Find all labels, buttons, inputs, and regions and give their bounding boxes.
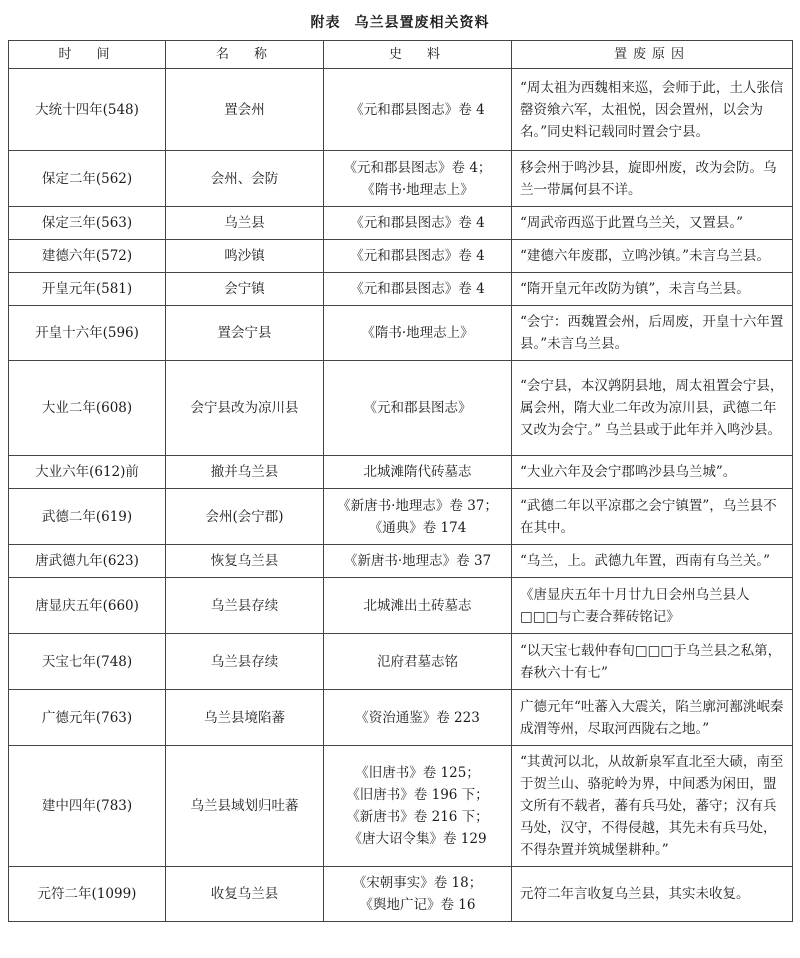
cell-source: [324, 578, 512, 634]
table-row: [9, 746, 793, 867]
cell-source: [324, 867, 512, 922]
source-line: 《通典》卷 174: [368, 519, 467, 536]
source-line: 《新唐书》卷 216 下；: [346, 809, 489, 825]
cell-time: 开皇十六年(596): [9, 306, 166, 361]
cell-source: [324, 489, 512, 545]
cell-reason: “周太祖为西魏相来巡，会师于此，土人张信罄资飨六军，太祖悦，因会置州，以会为名。”同史料记载同时置会宁县。: [512, 69, 793, 151]
cell-reason: “以天宝七载仲春旬□□□于乌兰县之私第，春秋六十有七”: [512, 634, 793, 690]
cell-source: [324, 746, 512, 867]
header-source: 史 料: [324, 41, 512, 69]
data-table: [8, 40, 793, 922]
cell-name: 会宁镇: [166, 273, 324, 306]
cell-reason: “周武帝西巡于此置乌兰关，又置县。”: [512, 207, 793, 240]
cell-reason: “建德六年废郡，立鸣沙镇。”未言乌兰县。: [512, 240, 793, 273]
cell-reason: “武德二年以平凉郡之会宁镇置”，乌兰县不在其中。: [512, 489, 793, 545]
cell-reason: “乌兰，上。武德九年置，西南有乌兰关。”: [512, 545, 793, 578]
source-line: 《宋朝事实》卷 18；: [352, 875, 483, 891]
cell-name: 会州(会宁郡): [166, 489, 324, 545]
table-row: [9, 151, 793, 207]
cell-name: 会宁县改为凉川县: [166, 361, 324, 456]
table-row: [9, 207, 793, 240]
source-line: 《新唐书·地理志》卷 37: [343, 553, 492, 569]
source-line: 北城滩出土砖墓志: [363, 597, 472, 614]
cell-time: 唐武德九年(623): [9, 545, 166, 578]
cell-source: [324, 151, 512, 207]
cell-name: 乌兰县: [166, 207, 324, 240]
cell-source: [324, 69, 512, 151]
cell-name: 收复乌兰县: [166, 867, 324, 922]
cell-reason: 广德元年“吐蕃入大震关，陷兰廓河鄯洮岷秦成渭等州，尽取河西陇右之地。”: [512, 690, 793, 746]
cell-name: 乌兰县存续: [166, 634, 324, 690]
table-row: [9, 240, 793, 273]
cell-reason: 元符二年言收复乌兰县，其实未收复。: [512, 867, 793, 922]
source-line: 《元和郡县图志》: [363, 400, 472, 416]
cell-time: 建中四年(783): [9, 746, 166, 867]
cell-source: [324, 690, 512, 746]
cell-time: 大统十四年(548): [9, 69, 166, 151]
table-label: 附表: [310, 15, 341, 31]
source-line: 《资治通鉴》卷 223: [355, 709, 480, 726]
cell-reason: “其黄河以北，从故新泉军直北至大碛，南至于贺兰山、骆驼岭为界，中间悉为闲田，盟文所有不载者，蕃有兵马处，蕃守；汉有兵马处，汉守，不得侵越，其先未有兵马处，不得杂置并筑城堡耕种。”: [512, 746, 793, 867]
source-line: 《元和郡县图志》卷 4；: [343, 159, 492, 176]
cell-source: [324, 240, 512, 273]
table-row: [9, 69, 793, 151]
cell-time: 保定二年(562): [9, 151, 166, 207]
source-line: 氾府君墓志铭: [377, 653, 458, 670]
cell-time: 广德元年(763): [9, 690, 166, 746]
table-row: [9, 361, 793, 456]
cell-reason: “会宁：西魏置会州，后周废，开皇十六年置县。”未言乌兰县。: [512, 306, 793, 361]
cell-name: 乌兰县存续: [166, 578, 324, 634]
source-line: 《隋书·地理志上》: [361, 181, 474, 198]
table-row: [9, 456, 793, 489]
source-line: 《唐大诏令集》卷 129: [348, 831, 487, 847]
cell-source: [324, 545, 512, 578]
source-line: 《元和郡县图志》卷 4: [350, 281, 485, 297]
source-line: 《元和郡县图志》卷 4: [350, 248, 485, 264]
cell-name: 乌兰县境陷蕃: [166, 690, 324, 746]
header-name: 名 称: [166, 41, 324, 69]
cell-time: 武德二年(619): [9, 489, 166, 545]
cell-time: 元符二年(1099): [9, 867, 166, 922]
cell-name: 鸣沙镇: [166, 240, 324, 273]
table-row: [9, 489, 793, 545]
source-line: 《新唐书·地理志》卷 37；: [337, 497, 498, 514]
cell-name: 会州、会防: [166, 151, 324, 207]
cell-time: 天宝七年(748): [9, 634, 166, 690]
cell-source: [324, 273, 512, 306]
cell-time: 建德六年(572): [9, 240, 166, 273]
header-reason: 置废原因: [512, 41, 793, 69]
source-line: 《舆地广记》卷 16: [359, 897, 476, 913]
cell-source: [324, 634, 512, 690]
table-title: 乌兰县置废相关资料: [354, 15, 490, 31]
cell-name: 恢复乌兰县: [166, 545, 324, 578]
cell-source: [324, 306, 512, 361]
cell-time: 大业六年(612)前: [9, 456, 166, 489]
header-time: 时 间: [9, 41, 166, 69]
cell-name: 撤并乌兰县: [166, 456, 324, 489]
cell-time: 开皇元年(581): [9, 273, 166, 306]
source-line: 《元和郡县图志》卷 4: [350, 101, 485, 118]
table-row: [9, 306, 793, 361]
table-row: [9, 690, 793, 746]
cell-name: 置会宁县: [166, 306, 324, 361]
cell-reason: 《唐显庆五年十月廿九日会州乌兰县人□□□与亡妻合葬砖铭记》: [512, 578, 793, 634]
table-body: [9, 69, 793, 922]
cell-reason: “会宁县，本汉鹑阴县地，周太祖置会宁县，属会州，隋大业二年改为凉川县，武德二年又改为会宁。” 乌兰县或于此年并入鸣沙县。: [512, 361, 793, 456]
table-row: [9, 578, 793, 634]
cell-time: 大业二年(608): [9, 361, 166, 456]
source-line: 北城滩隋代砖墓志: [363, 464, 472, 480]
source-line: 《旧唐书》卷 196 下；: [346, 787, 489, 803]
cell-source: [324, 456, 512, 489]
source-line: 《旧唐书》卷 125；: [355, 765, 480, 781]
table-row: [9, 867, 793, 922]
cell-time: 唐显庆五年(660): [9, 578, 166, 634]
table-row: [9, 545, 793, 578]
cell-time: 保定三年(563): [9, 207, 166, 240]
page-title: [0, 12, 800, 32]
table-row: [9, 634, 793, 690]
source-line: 《元和郡县图志》卷 4: [350, 215, 485, 231]
cell-reason: “大业六年及会宁郡鸣沙县乌兰城”。: [512, 456, 793, 489]
cell-source: [324, 207, 512, 240]
source-line: 《隋书·地理志上》: [361, 325, 474, 341]
cell-reason: 移会州于鸣沙县，旋即州废，改为会防。乌兰一带属何县不详。: [512, 151, 793, 207]
header-row: [9, 41, 793, 69]
cell-name: 置会州: [166, 69, 324, 151]
table-row: [9, 273, 793, 306]
cell-reason: “隋开皇元年改防为镇”，未言乌兰县。: [512, 273, 793, 306]
cell-source: [324, 361, 512, 456]
cell-name: 乌兰县域划归吐蕃: [166, 746, 324, 867]
